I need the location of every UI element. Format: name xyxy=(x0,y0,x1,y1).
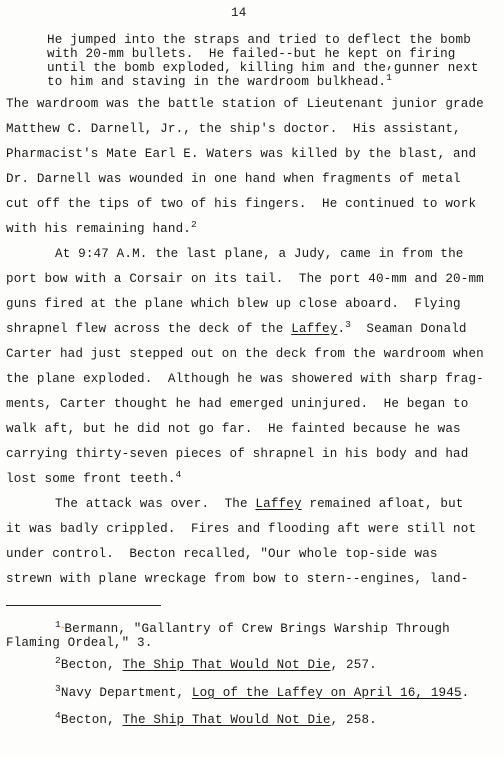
para3-line-1-tail: remained afloat, but xyxy=(301,497,464,511)
ship-name: Laffey xyxy=(291,322,338,336)
quote-line-3 xyxy=(47,58,479,75)
para2-line-4-tail: Seaman Donald xyxy=(351,322,467,336)
para3-line-4: strewn with plane wreckage from bow to stern--engines, land- xyxy=(6,572,469,586)
para1-line-3: Pharmacist's Mate Earl E. Waters was killed by the blast, and xyxy=(6,147,477,161)
footnote-divider xyxy=(6,605,161,606)
footnote-4-title: The Ship That Would Not Die xyxy=(122,713,331,727)
footnote-3-author: Navy Department, xyxy=(60,686,192,700)
para2-line-2: port bow with a Corsair on its tail. The port 40-mm and 20-mm xyxy=(6,272,484,286)
para2-line-7: ments, Carter thought he had emerged uninjured. He began to xyxy=(6,397,469,411)
footnote-ref-2: 2 xyxy=(190,219,197,230)
footnote-ref-3: 3 xyxy=(345,319,352,330)
para2-line-9: carrying thirty-seven pieces of shrapnel in his body and had xyxy=(6,447,469,461)
footnote-2 xyxy=(55,655,377,673)
footnote-4-page: , 258. xyxy=(330,713,377,727)
quote-line-2: with 20-mm bullets. He failed--but he kept on firing xyxy=(47,47,456,61)
para1-line-4: Dr. Darnell was wounded in one hand when fragments of metal xyxy=(6,172,461,186)
footnote-ref-1: 1 xyxy=(386,72,392,83)
para1-line-5: cut off the tips of two of his fingers. He continued to work xyxy=(6,197,477,211)
footnote-2-title: The Ship That Would Not Die xyxy=(122,658,331,672)
para3-line-2: it was badly crippled. Fires and flooding aft were still not xyxy=(6,522,477,536)
para2-line-4 xyxy=(6,319,467,337)
footnote-3-title: Log of the Laffey on April 16, 1945 xyxy=(191,686,462,700)
footnote-3 xyxy=(55,683,470,701)
quote-line-3-insert: , xyxy=(386,58,394,72)
quote-line-1: He jumped into the straps and tried to deflect the bomb xyxy=(47,33,471,47)
para2-line-10 xyxy=(6,469,182,487)
quote-line-3-text: until the bomb exploded, killing him and the xyxy=(47,61,387,75)
footnote-1-line-2: Flaming Ordeal," 3. xyxy=(6,636,153,650)
page-number: 14 xyxy=(231,6,247,20)
para1-line-6 xyxy=(6,219,197,237)
footnote-1-number: 1 xyxy=(55,619,61,630)
quote-line-4-text: to him and staving in the wardroom bulkhead. xyxy=(47,75,387,89)
footnote-1-text: Bermann, "Gallantry of Crew Brings Warship Through xyxy=(64,622,450,636)
footnote-2-number: 2 xyxy=(55,655,61,666)
quote-line-3-tail: gunner next xyxy=(393,61,479,75)
annotation-mark-icon: ‸ xyxy=(60,619,65,630)
para2-line-8: walk aft, but he did not go far. He fainted because he was xyxy=(6,422,461,436)
ship-name: Laffey xyxy=(255,497,302,511)
para2-line-1: At 9:47 A.M. the last plane, a Judy, came in from the xyxy=(55,247,464,261)
para2-line-3: guns fired at the plane which blew up close aboard. Flying xyxy=(6,297,461,311)
para2-line-10-text: lost some front teeth. xyxy=(6,472,176,486)
footnote-ref-4: 4 xyxy=(175,469,182,480)
para2-line-6: the plane exploded. Although he was showered with sharp frag- xyxy=(6,372,484,386)
footnote-3-number: 3 xyxy=(55,683,61,694)
footnote-2-page: , 257. xyxy=(330,658,377,672)
footnote-4 xyxy=(55,710,377,728)
para2-line-4-text: shrapnel flew across the deck of the xyxy=(6,322,292,336)
para3-line-1 xyxy=(55,497,464,511)
footnote-4-number: 4 xyxy=(55,710,61,721)
para2-line-4-period: . xyxy=(337,322,346,336)
para3-line-3: under control. Becton recalled, "Our whole top-side was xyxy=(6,547,438,561)
para3-line-1-text: The attack was over. The xyxy=(55,497,256,511)
para2-line-5: Carter had just stepped out on the deck from the wardroom when xyxy=(6,347,484,361)
footnote-3-period: . xyxy=(461,686,470,700)
para1-line-6-text: with his remaining hand. xyxy=(6,222,191,236)
footnote-2-author: Becton, xyxy=(60,658,123,672)
quote-line-4 xyxy=(47,72,392,90)
footnote-4-author: Becton, xyxy=(60,713,123,727)
para1-line-2: Matthew C. Darnell, Jr., the ship's doctor. His assistant, xyxy=(6,122,461,136)
para1-line-1: The wardroom was the battle station of Lieutenant junior grade xyxy=(6,97,484,111)
